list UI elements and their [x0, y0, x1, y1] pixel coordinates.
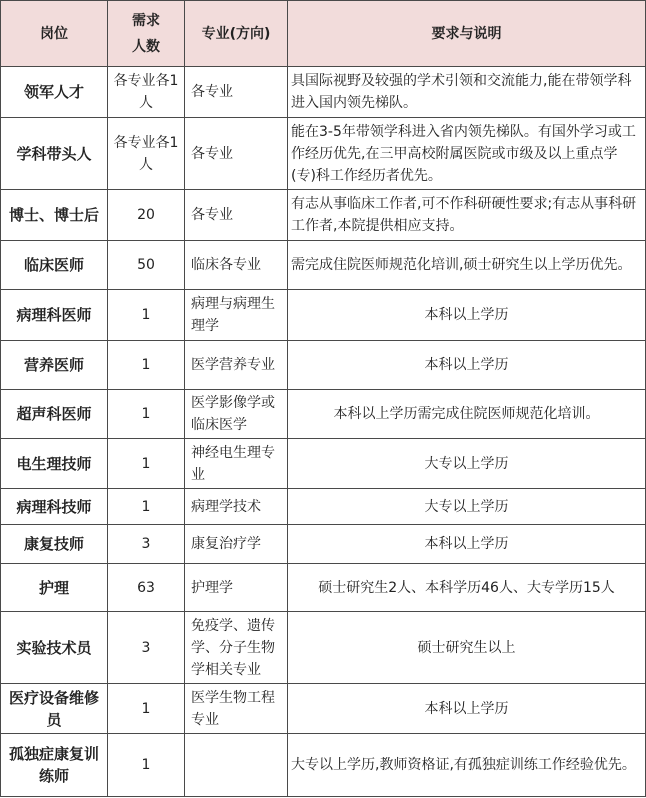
- cell-requirement: 硕士研究生2人、本科学历46人、大专学历15人: [288, 564, 646, 612]
- cell-requirement: 本科以上学历: [288, 684, 646, 734]
- cell-count: 3: [108, 525, 185, 564]
- cell-requirement: 有志从事临床工作者,可不作科研硬性要求;有志从事科研工作者,本院提供相应支持。: [288, 190, 646, 241]
- table-row: [1, 612, 646, 684]
- header-major: 专业(方向): [185, 1, 288, 67]
- cell-major: 各专业: [185, 118, 288, 190]
- cell-position: 护理: [1, 564, 108, 612]
- cell-count: 各专业各1人: [108, 67, 185, 118]
- cell-major: 免疫学、遗传学、分子生物学相关专业: [185, 612, 288, 684]
- cell-position: 病理科医师: [1, 290, 108, 341]
- cell-major: 病理学技术: [185, 489, 288, 525]
- cell-position: 博士、博士后: [1, 190, 108, 241]
- cell-position: 医疗设备维修员: [1, 684, 108, 734]
- table-row: [1, 67, 646, 118]
- cell-major: 各专业: [185, 67, 288, 118]
- table-header: [1, 1, 646, 67]
- table-row: [1, 190, 646, 241]
- cell-requirement: 本科以上学历: [288, 290, 646, 341]
- cell-requirement: 本科以上学历: [288, 341, 646, 390]
- cell-major: 康复治疗学: [185, 525, 288, 564]
- table-row: [1, 489, 646, 525]
- cell-major: 病理与病理生理学: [185, 290, 288, 341]
- table-row: [1, 390, 646, 439]
- cell-position: 学科带头人: [1, 118, 108, 190]
- cell-count: 20: [108, 190, 185, 241]
- cell-count: 各专业各1人: [108, 118, 185, 190]
- table-row: [1, 341, 646, 390]
- cell-major: 医学生物工程专业: [185, 684, 288, 734]
- cell-count: 1: [108, 489, 185, 525]
- cell-requirement: 具国际视野及较强的学术引领和交流能力,能在带领学科进入国内领先梯队。: [288, 67, 646, 118]
- table-row: [1, 439, 646, 489]
- cell-count: 1: [108, 734, 185, 797]
- cell-major: 护理学: [185, 564, 288, 612]
- header-position: 岗位: [1, 1, 108, 67]
- table-body: [1, 67, 646, 797]
- table-row: [1, 734, 646, 797]
- table-row: [1, 564, 646, 612]
- cell-requirement: 本科以上学历需完成住院医师规范化培训。: [288, 390, 646, 439]
- header-requirement: 要求与说明: [288, 1, 646, 67]
- cell-requirement: 大专以上学历: [288, 489, 646, 525]
- cell-position: 康复技师: [1, 525, 108, 564]
- cell-requirement: 大专以上学历,教师资格证,有孤独症训练工作经验优先。: [288, 734, 646, 797]
- cell-position: 超声科医师: [1, 390, 108, 439]
- cell-position: 实验技术员: [1, 612, 108, 684]
- cell-count: 1: [108, 439, 185, 489]
- cell-major: 临床各专业: [185, 241, 288, 290]
- table-row: [1, 290, 646, 341]
- cell-requirement: 能在3-5年带领学科进入省内领先梯队。有国外学习或工作经历优先,在三甲高校附属医院或市级及以上重点学(专)科工作经历者优先。: [288, 118, 646, 190]
- cell-requirement: 大专以上学历: [288, 439, 646, 489]
- cell-position: 病理科技师: [1, 489, 108, 525]
- cell-requirement: 硕士研究生以上: [288, 612, 646, 684]
- cell-position: 领军人才: [1, 67, 108, 118]
- cell-count: 1: [108, 390, 185, 439]
- cell-major: 神经电生理专业: [185, 439, 288, 489]
- cell-position: 临床医师: [1, 241, 108, 290]
- cell-count: 50: [108, 241, 185, 290]
- cell-requirement: 需完成住院医师规范化培训,硕士研究生以上学历优先。: [288, 241, 646, 290]
- header-count-line2: 人数: [132, 38, 160, 55]
- header-count: [108, 1, 185, 67]
- header-count-line1: 需求: [132, 12, 160, 29]
- cell-requirement: 本科以上学历: [288, 525, 646, 564]
- cell-count: 1: [108, 290, 185, 341]
- cell-position: 孤独症康复训练师: [1, 734, 108, 797]
- cell-count: 1: [108, 341, 185, 390]
- cell-position: 营养医师: [1, 341, 108, 390]
- cell-count: 3: [108, 612, 185, 684]
- cell-count: 63: [108, 564, 185, 612]
- table-row: [1, 118, 646, 190]
- table-row: [1, 525, 646, 564]
- cell-major: 各专业: [185, 190, 288, 241]
- cell-major: 医学影像学或临床医学: [185, 390, 288, 439]
- cell-major: 医学营养专业: [185, 341, 288, 390]
- cell-major: [185, 734, 288, 797]
- table-row: [1, 241, 646, 290]
- cell-count: 1: [108, 684, 185, 734]
- cell-position: 电生理技师: [1, 439, 108, 489]
- table-row: [1, 684, 646, 734]
